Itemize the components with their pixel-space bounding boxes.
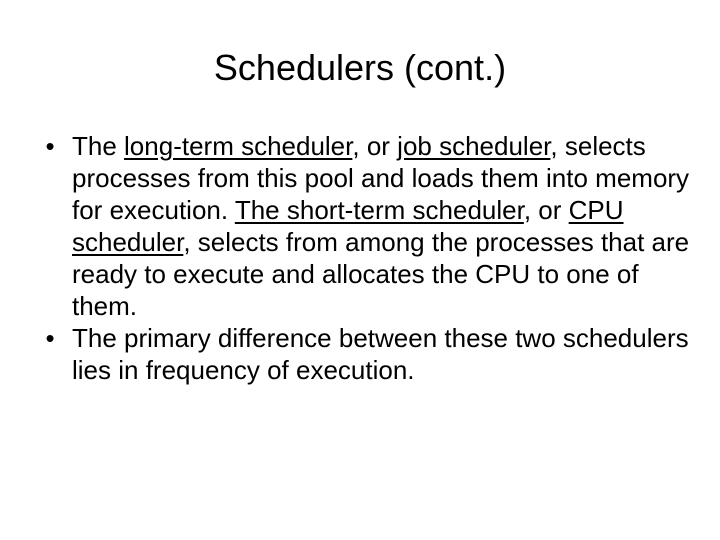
bullet-icon: • [45,323,55,353]
bullet-text: , or [523,195,569,225]
bullet-icon: • [45,131,55,161]
term-job-scheduler: job scheduler [397,131,551,161]
term-long-term-scheduler: long-term scheduler [124,131,353,161]
bullet-text: The primary difference between these two schedulers lies in frequency of execution. [72,323,689,385]
bullet-text: , selects processes from this pool and loads them into memory for execution. [72,131,690,225]
bullet-text: , or [352,131,398,161]
bullet-text: The [72,131,125,161]
bullet-text: , selects from among the processes that are ready to execute and allocates the CPU to one of them. [72,227,690,321]
term-cpu-scheduler: CPU scheduler [72,195,624,257]
bullet-item-difference [36,322,696,386]
term-short-term-scheduler: The short-term scheduler [234,195,524,225]
slide-title: Schedulers (cont.) [213,47,507,88]
bullet-item-schedulers [36,130,696,322]
bullet-list [36,130,696,386]
